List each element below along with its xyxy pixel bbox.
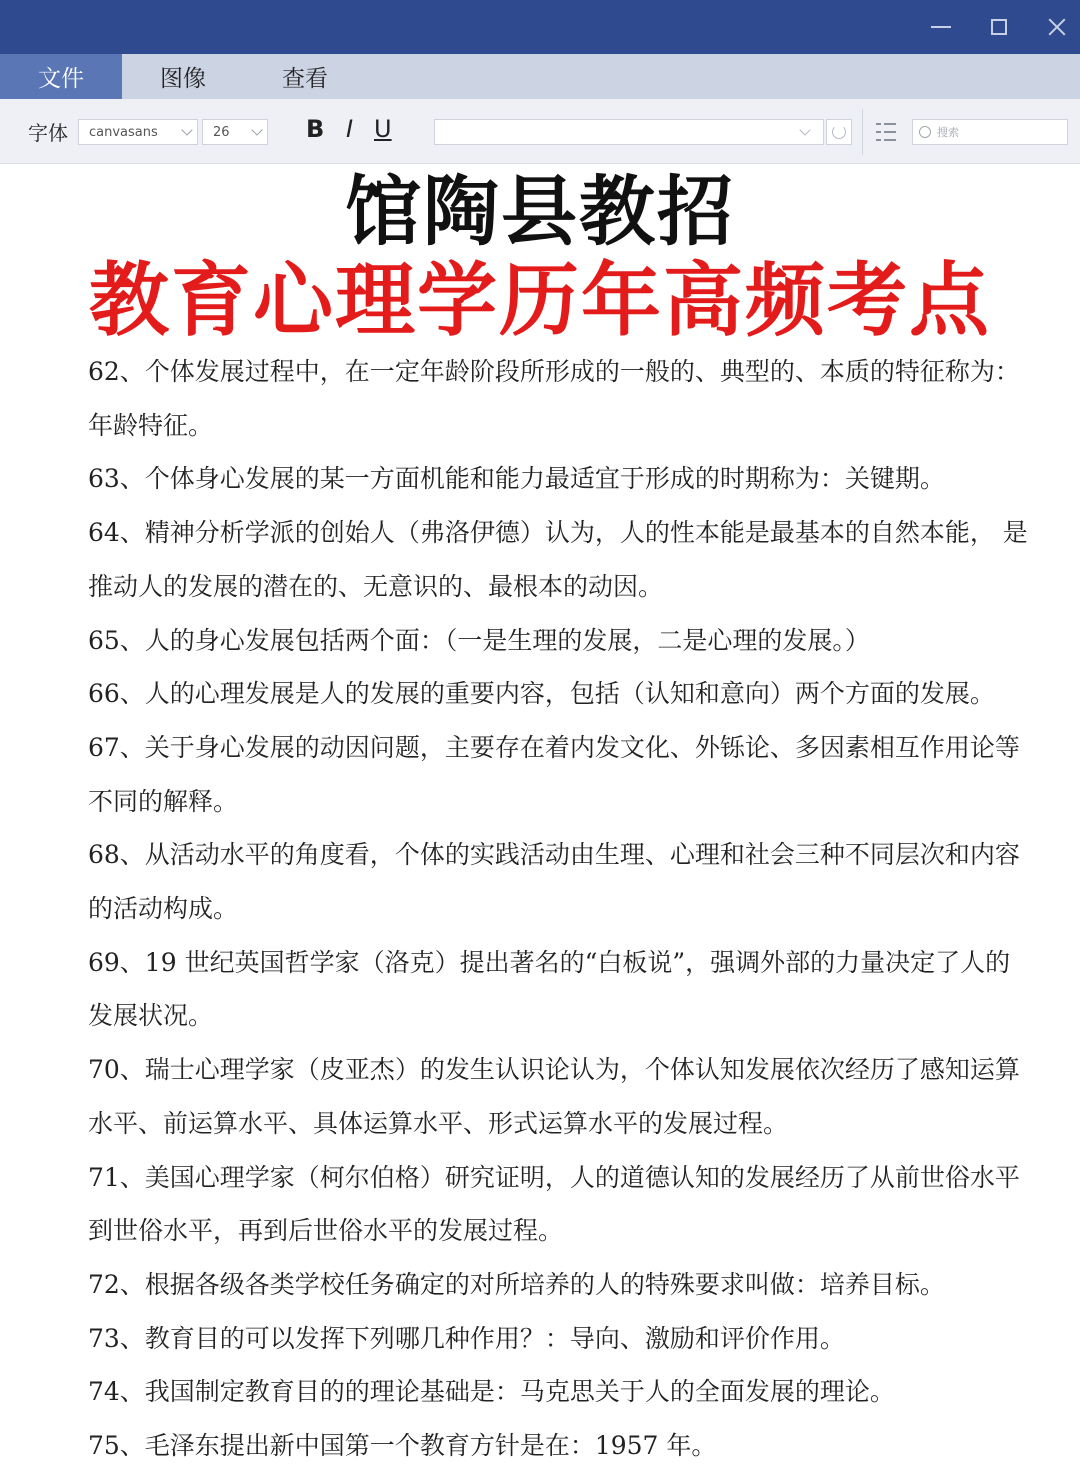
minimize-button[interactable] bbox=[912, 0, 970, 54]
search-input[interactable] bbox=[912, 119, 1068, 145]
maximize-button[interactable] bbox=[970, 0, 1028, 54]
font-size-value: 26 bbox=[213, 124, 230, 140]
font-size-select[interactable] bbox=[202, 119, 268, 145]
list-item: 65、人的身心发展包括两个面：（一是生理的发展，二是心理的发展。） bbox=[88, 625, 870, 655]
font-label: 字体 bbox=[28, 121, 68, 145]
list-item: 68、从活动水平的角度看，个体的实践活动由生理、心理和社会三种不同层次和内容的活动构成。 bbox=[88, 840, 1020, 924]
chevron-down-icon bbox=[799, 124, 810, 135]
search-icon bbox=[919, 126, 931, 138]
list-item: 75、毛泽东提出新中国第一个教育方针是在：1957 年。 bbox=[88, 1431, 717, 1461]
italic-button[interactable]: I bbox=[346, 115, 354, 143]
window-titlebar bbox=[0, 0, 1080, 54]
list-item: 69、19 世纪英国哲学家（洛克）提出著名的“白板说”，强调外部的力量决定了人的发展状况。 bbox=[88, 947, 1011, 1031]
document-subtitle: 教育心理学历年高频考点 bbox=[89, 254, 991, 347]
list-item: 64、精神分析学派的创始人（弗洛伊德）认为，人的性本能是最基本的自然本能， 是推动人的发展的潜在的、无意识的、最根本的动因。 bbox=[88, 518, 1028, 601]
tab-image[interactable]: 图像 bbox=[160, 66, 206, 92]
refresh-button[interactable] bbox=[826, 119, 852, 145]
tab-file[interactable]: 文件 bbox=[0, 54, 122, 99]
underline-button[interactable]: U bbox=[374, 115, 392, 143]
document-body bbox=[88, 345, 1028, 1473]
font-family-value: canvasans bbox=[89, 124, 158, 140]
list-item: 62、个体发展过程中，在一定年龄阶段所形成的一般的、典型的、本质的特征称为：年龄特征。 bbox=[88, 357, 1020, 440]
list-item: 67、关于身心发展的动因问题，主要存在着内发文化、外铄论、多因素相互作用论等不同的解释。 bbox=[88, 732, 1020, 816]
search-placeholder: 搜索 bbox=[937, 126, 959, 139]
refresh-icon bbox=[832, 125, 846, 139]
close-icon bbox=[1046, 16, 1068, 38]
document-title: 馆陶县教招 bbox=[345, 167, 735, 256]
font-family-select[interactable] bbox=[78, 119, 198, 145]
list-item: 66、人的心理发展是人的发展的重要内容，包括（认知和意向）两个方面的发展。 bbox=[88, 679, 995, 709]
close-button[interactable] bbox=[1028, 0, 1080, 54]
list-item: 73、教育目的可以发挥下列哪几种作用？：导向、激励和评价作用。 bbox=[88, 1323, 845, 1353]
format-toolbar bbox=[0, 99, 1080, 164]
bold-button[interactable]: B bbox=[306, 115, 325, 143]
minimize-icon bbox=[931, 26, 951, 28]
list-item: 71、美国心理学家（柯尔伯格）研究证明，人的道德认知的发展经历了从前世俗水平到世俗水平，再到后世俗水平的发展过程。 bbox=[88, 1162, 1020, 1246]
maximize-icon bbox=[991, 19, 1007, 35]
list-icon[interactable] bbox=[876, 123, 896, 141]
style-select[interactable] bbox=[434, 119, 824, 145]
list-item: 72、根据各级各类学校任务确定的对所培养的人的特殊要求叫做：培养目标。 bbox=[88, 1269, 945, 1299]
list-item: 70、瑞士心理学家（皮亚杰）的发生认识论认为，个体认知发展依次经历了感知运算水平、前运算水平、具体运算水平、形式运算水平的发展过程。 bbox=[88, 1055, 1020, 1138]
menu-bar bbox=[0, 54, 1080, 99]
chevron-down-icon bbox=[181, 124, 192, 135]
tab-view[interactable]: 查看 bbox=[282, 66, 328, 92]
toolbar-divider bbox=[862, 109, 863, 155]
chevron-down-icon bbox=[251, 124, 262, 135]
list-item: 74、我国制定教育目的的理论基础是：马克思关于人的全面发展的理论。 bbox=[88, 1377, 895, 1407]
list-item: 63、个体身心发展的某一方面机能和能力最适宜于形成的时期称为：关键期。 bbox=[88, 464, 945, 494]
